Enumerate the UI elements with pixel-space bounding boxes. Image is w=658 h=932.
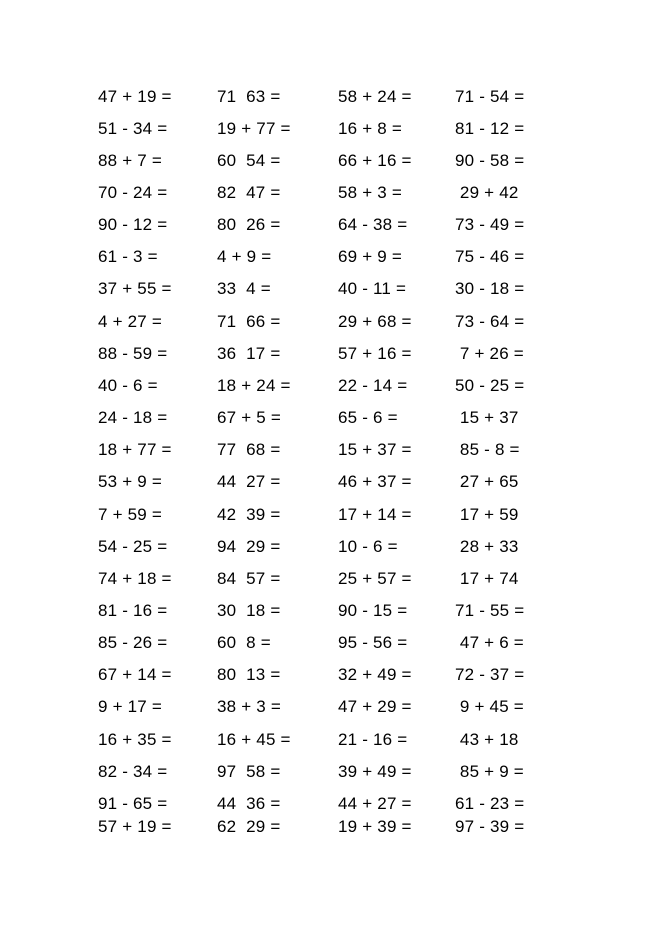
math-problem: 61 - 23 =: [455, 794, 525, 813]
math-problem: 80 13 =: [217, 665, 281, 684]
math-problem: 58 + 24 =: [338, 87, 412, 106]
math-problem: 15 + 37 =: [338, 440, 412, 459]
math-problem: 81 - 12 =: [455, 119, 525, 138]
math-problem: 74 + 18 =: [98, 569, 172, 588]
math-problem: 27 + 65: [455, 472, 519, 491]
math-problem: 37 + 55 =: [98, 279, 172, 298]
problem-row: [0, 697, 658, 721]
math-problem: 75 - 46 =: [455, 247, 525, 266]
math-problem: 51 - 34 =: [98, 119, 168, 138]
math-problem: 18 + 77 =: [98, 440, 172, 459]
math-problem: 54 - 25 =: [98, 537, 168, 556]
math-problem: 67 + 14 =: [98, 665, 172, 684]
math-problem: 53 + 9 =: [98, 472, 162, 491]
math-problem: 90 - 58 =: [455, 151, 525, 170]
math-problem: 47 + 29 =: [338, 697, 412, 716]
math-problem: 69 + 9 =: [338, 247, 402, 266]
math-problem: 58 + 3 =: [338, 183, 402, 202]
problem-row: [0, 87, 658, 111]
math-problem: 57 + 16 =: [338, 344, 412, 363]
math-problem: 25 + 57 =: [338, 569, 412, 588]
math-problem: 73 - 64 =: [455, 312, 525, 331]
math-problem: 71 - 55 =: [455, 601, 525, 620]
math-problem: 22 - 14 =: [338, 376, 408, 395]
math-problem: 16 + 8 =: [338, 119, 402, 138]
math-problem: 85 - 8 =: [455, 440, 520, 459]
math-problem: 17 + 74: [455, 569, 519, 588]
math-problem: 30 - 18 =: [455, 279, 525, 298]
math-problem: 91 - 65 =: [98, 794, 168, 813]
math-problem: 71 - 54 =: [455, 87, 525, 106]
math-problem: 43 + 18: [455, 730, 519, 749]
math-problem: 65 - 6 =: [338, 408, 398, 427]
problem-row: [0, 119, 658, 143]
math-problem: 85 + 9 =: [455, 762, 524, 781]
problem-row: [0, 505, 658, 529]
math-problem: 32 + 49 =: [338, 665, 412, 684]
math-problem: 81 - 16 =: [98, 601, 168, 620]
math-problem: 94 29 =: [217, 537, 281, 556]
math-problem: 64 - 38 =: [338, 215, 408, 234]
math-problem: 18 + 24 =: [217, 376, 291, 395]
math-problem: 97 58 =: [217, 762, 281, 781]
problem-row: [0, 569, 658, 593]
problem-row: [0, 762, 658, 786]
problem-row: [0, 151, 658, 175]
math-problem: 57 + 19 =: [98, 817, 172, 836]
problem-row: [0, 376, 658, 400]
math-problem: 17 + 59: [455, 505, 519, 524]
math-problem: 50 - 25 =: [455, 376, 525, 395]
math-problem: 24 - 18 =: [98, 408, 168, 427]
math-problem: 38 + 3 =: [217, 697, 281, 716]
math-problem: 9 + 45 =: [455, 697, 524, 716]
math-problem: 60 54 =: [217, 151, 281, 170]
math-problem: 97 - 39 =: [455, 817, 525, 836]
math-problem: 29 + 68 =: [338, 312, 412, 331]
math-problem: 16 + 35 =: [98, 730, 172, 749]
math-problem: 16 + 45 =: [217, 730, 291, 749]
math-problem: 88 + 7 =: [98, 151, 162, 170]
math-problem: 28 + 33: [455, 537, 519, 556]
math-problem: 46 + 37 =: [338, 472, 412, 491]
math-problem: 72 - 37 =: [455, 665, 525, 684]
math-problem: 19 + 39 =: [338, 817, 412, 836]
math-problem: 36 17 =: [217, 344, 281, 363]
math-problem: 90 - 15 =: [338, 601, 408, 620]
problem-row: [0, 472, 658, 496]
math-problem: 39 + 49 =: [338, 762, 412, 781]
problem-row: [0, 633, 658, 657]
math-problem: 40 - 6 =: [98, 376, 158, 395]
math-problem: 47 + 19 =: [98, 87, 172, 106]
math-problem: 7 + 26 =: [455, 344, 524, 363]
math-problem: 82 47 =: [217, 183, 281, 202]
math-problem: 33 4 =: [217, 279, 271, 298]
problem-row: [0, 537, 658, 561]
math-problem: 85 - 26 =: [98, 633, 168, 652]
problem-row: [0, 817, 658, 841]
math-problem: 70 - 24 =: [98, 183, 168, 202]
problem-row: [0, 344, 658, 368]
math-problem: 95 - 56 =: [338, 633, 408, 652]
math-problem: 4 + 27 =: [98, 312, 162, 331]
math-problem: 4 + 9 =: [217, 247, 272, 266]
problem-row: [0, 183, 658, 207]
math-problem: 88 - 59 =: [98, 344, 168, 363]
math-problem: 9 + 17 =: [98, 697, 162, 716]
math-problem: 21 - 16 =: [338, 730, 408, 749]
problem-row: [0, 215, 658, 239]
problem-row: [0, 794, 658, 818]
math-problem: 47 + 6 =: [455, 633, 524, 652]
problem-row: [0, 665, 658, 689]
math-problem: 71 66 =: [217, 312, 281, 331]
math-problem: 82 - 34 =: [98, 762, 168, 781]
problem-row: [0, 730, 658, 754]
math-problem: 67 + 5 =: [217, 408, 281, 427]
math-problem: 73 - 49 =: [455, 215, 525, 234]
math-problem: 7 + 59 =: [98, 505, 162, 524]
math-problem: 62 29 =: [217, 817, 281, 836]
math-problem: 66 + 16 =: [338, 151, 412, 170]
problem-row: [0, 312, 658, 336]
math-problem: 40 - 11 =: [338, 279, 407, 298]
problem-row: [0, 247, 658, 271]
math-problem: 77 68 =: [217, 440, 281, 459]
math-problem: 44 27 =: [217, 472, 281, 491]
math-problem: 10 - 6 =: [338, 537, 398, 556]
math-problem: 19 + 77 =: [217, 119, 291, 138]
problem-row: [0, 601, 658, 625]
math-problem: 30 18 =: [217, 601, 281, 620]
math-problem: 61 - 3 =: [98, 247, 158, 266]
math-problem: 15 + 37: [455, 408, 519, 427]
math-problem: 90 - 12 =: [98, 215, 168, 234]
problem-row: [0, 440, 658, 464]
math-problem: 29 + 42: [455, 183, 519, 202]
math-problem: 80 26 =: [217, 215, 281, 234]
math-problem: 84 57 =: [217, 569, 281, 588]
problem-row: [0, 408, 658, 432]
math-problem: 44 36 =: [217, 794, 281, 813]
math-problem: 71 63 =: [217, 87, 281, 106]
math-problem: 44 + 27 =: [338, 794, 412, 813]
problem-row: [0, 279, 658, 303]
math-problem: 42 39 =: [217, 505, 281, 524]
math-problem: 17 + 14 =: [338, 505, 412, 524]
math-problem: 60 8 =: [217, 633, 271, 652]
